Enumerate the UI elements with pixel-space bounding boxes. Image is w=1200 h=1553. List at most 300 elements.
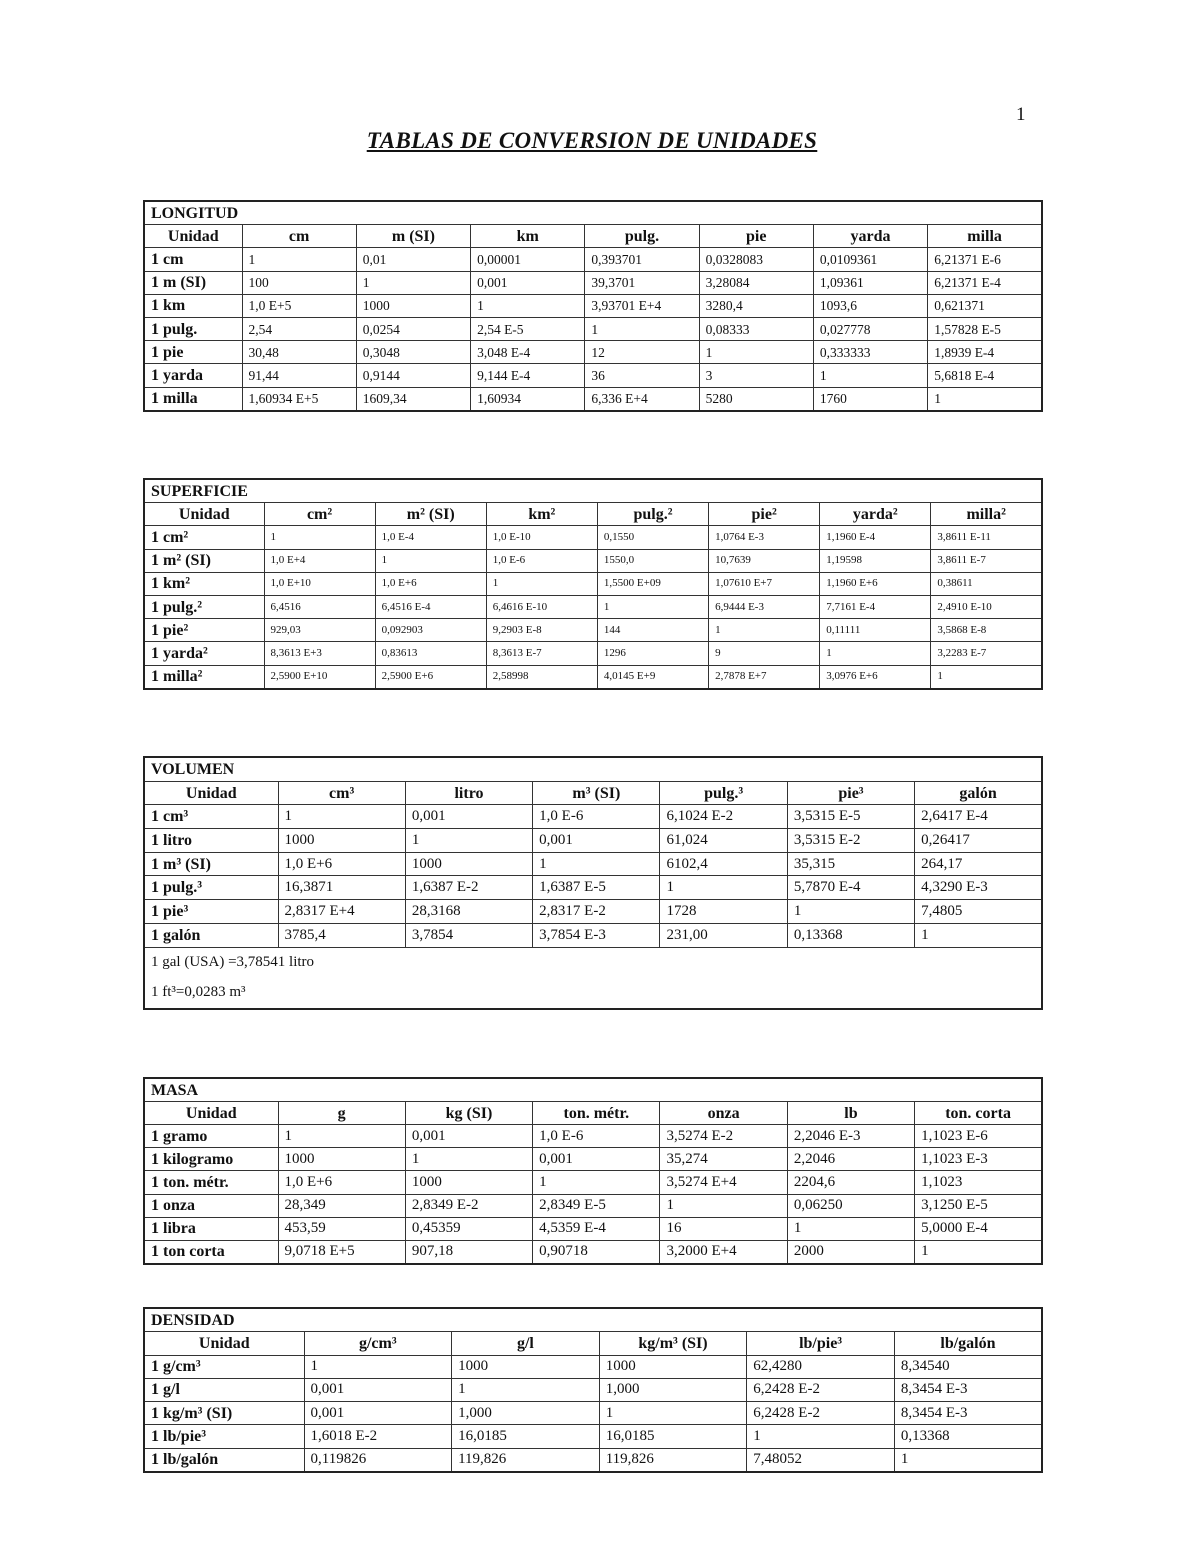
table-cell: 6,21371 E-4 [928, 271, 1042, 294]
table-cell: 2,8349 E-5 [533, 1194, 660, 1217]
table-row [144, 526, 1042, 549]
table-cell: 1 [915, 923, 1042, 947]
table-cell: 2,4910 E-10 [931, 596, 1042, 619]
table-cell: 231,00 [660, 923, 787, 947]
row-label: 1 milla [144, 387, 242, 411]
table-cell: 3,5315 E-2 [787, 829, 914, 853]
table-cell: 1,0 E+6 [278, 852, 405, 876]
table-cell: 2,2046 E-3 [787, 1125, 914, 1148]
table-cell: 1,19598 [820, 549, 931, 572]
table-cell: 5,7870 E-4 [787, 876, 914, 900]
table-cell: 6,2428 E-2 [747, 1402, 895, 1425]
table-cell: 0,333333 [813, 341, 927, 364]
table-masa [143, 1077, 1043, 1265]
row-label: 1 lb/galón [144, 1448, 304, 1472]
table-cell: 5,0000 E-4 [915, 1217, 1042, 1240]
table-cell: 1,6387 E-5 [533, 876, 660, 900]
table-cell: 0,0328083 [699, 248, 813, 271]
table-cell: 1,1960 E+6 [820, 572, 931, 595]
table-cell: 8,34540 [894, 1355, 1042, 1378]
table-cell: 0,001 [471, 271, 585, 294]
table-row [144, 1171, 1042, 1194]
section-title: VOLUMEN [144, 757, 1042, 781]
table-cell: 28,3168 [405, 900, 532, 924]
table-cell: 6,4616 E-10 [486, 596, 597, 619]
table-cell: 1093,6 [813, 294, 927, 317]
table-cell: 0,26417 [915, 829, 1042, 853]
table-cell: 1,000 [599, 1378, 747, 1401]
column-header: g/cm³ [304, 1332, 452, 1355]
row-label: 1 onza [144, 1194, 278, 1217]
table-row [144, 876, 1042, 900]
row-label: 1 yarda² [144, 642, 264, 665]
column-header: Unidad [144, 1332, 304, 1355]
column-header: pie³ [787, 781, 914, 805]
column-header: ton. métr. [533, 1102, 660, 1125]
table-cell: 6102,4 [660, 852, 787, 876]
table-cell: 1 [278, 805, 405, 829]
table-cell: 0,13368 [894, 1425, 1042, 1448]
table-cell: 3,5315 E-5 [787, 805, 914, 829]
column-header: cm² [264, 503, 375, 526]
column-header: m² (SI) [375, 503, 486, 526]
table-cell: 1 [660, 876, 787, 900]
table-cell: 1 [787, 900, 914, 924]
row-label: 1 km [144, 294, 242, 317]
table-cell: 1 [597, 596, 708, 619]
table-cell: 16,0185 [599, 1425, 747, 1448]
table-cell: 1,000 [452, 1402, 600, 1425]
row-label: 1 litro [144, 829, 278, 853]
table-row [144, 341, 1042, 364]
column-header: m (SI) [356, 225, 470, 248]
table-cell: 1,0 E-6 [533, 1125, 660, 1148]
table-cell: 1 [264, 526, 375, 549]
column-header: g/l [452, 1332, 600, 1355]
table-cell: 1 [356, 271, 470, 294]
table-cell: 0,001 [304, 1402, 452, 1425]
row-label: 1 pulg.³ [144, 876, 278, 900]
table-cell: 0,13368 [787, 923, 914, 947]
column-header: lb [787, 1102, 914, 1125]
table-row [144, 1425, 1042, 1448]
table-row [144, 1217, 1042, 1240]
section-title: DENSIDAD [144, 1308, 1042, 1332]
row-label: 1 yarda [144, 364, 242, 387]
table-cell: 1000 [599, 1355, 747, 1378]
table-cell: 6,4516 [264, 596, 375, 619]
table-cell: 1 [533, 1171, 660, 1194]
column-header: kg/m³ (SI) [599, 1332, 747, 1355]
table-cell: 1,57828 E-5 [928, 318, 1042, 341]
page-number: 1 [1016, 104, 1026, 125]
page-title: TABLAS DE CONVERSION DE UNIDADES [366, 128, 818, 153]
row-label: 1 m³ (SI) [144, 852, 278, 876]
table-cell: 3,93701 E+4 [585, 294, 699, 317]
table-cell: 0,001 [304, 1378, 452, 1401]
table-cell: 929,03 [264, 619, 375, 642]
table-cell: 1 [813, 364, 927, 387]
table-cell: 1,1960 E-4 [820, 526, 931, 549]
table-longitud [143, 200, 1043, 412]
column-header: m³ (SI) [533, 781, 660, 805]
row-label: 1 cm² [144, 526, 264, 549]
table-row [144, 1125, 1042, 1148]
table-cell: 3,2283 E-7 [931, 642, 1042, 665]
table-cell: 4,3290 E-3 [915, 876, 1042, 900]
table-cell: 1 [931, 665, 1042, 689]
table-cell: 0,3048 [356, 341, 470, 364]
table-row [144, 294, 1042, 317]
column-header: ton. corta [915, 1102, 1042, 1125]
table-cell: 1 [471, 294, 585, 317]
table-row [144, 572, 1042, 595]
table-cell: 91,44 [242, 364, 356, 387]
row-label: 1 km² [144, 572, 264, 595]
column-header: galón [915, 781, 1042, 805]
table-cell: 1,09361 [813, 271, 927, 294]
column-header: pulg. [585, 225, 699, 248]
section-title: SUPERFICIE [144, 479, 1042, 503]
table-cell: 1000 [356, 294, 470, 317]
table-row [144, 318, 1042, 341]
table-cell: 1,1023 E-6 [915, 1125, 1042, 1148]
table-cell: 2,58998 [486, 665, 597, 689]
table-cell: 5280 [699, 387, 813, 411]
table-cell: 2204,6 [787, 1171, 914, 1194]
table-row [144, 1402, 1042, 1425]
table-cell: 3 [699, 364, 813, 387]
column-header: litro [405, 781, 532, 805]
table-cell: 0,08333 [699, 318, 813, 341]
table-row [144, 923, 1042, 947]
table-row [144, 1378, 1042, 1401]
table-row [144, 642, 1042, 665]
table-row [144, 271, 1042, 294]
table-cell: 119,826 [452, 1448, 600, 1472]
table-cell: 907,18 [405, 1240, 532, 1264]
table-cell: 39,3701 [585, 271, 699, 294]
table-cell: 12 [585, 341, 699, 364]
table-cell: 28,349 [278, 1194, 405, 1217]
table-cell: 0,11111 [820, 619, 931, 642]
table-cell: 35,274 [660, 1148, 787, 1171]
table-cell: 1 [699, 341, 813, 364]
table-cell: 2,5900 E+10 [264, 665, 375, 689]
row-label: 1 ton corta [144, 1240, 278, 1264]
table-cell: 1 [660, 1194, 787, 1217]
table-cell: 1 [787, 1217, 914, 1240]
row-label: 1 kilogramo [144, 1148, 278, 1171]
table-cell: 3785,4 [278, 923, 405, 947]
table-cell: 7,7161 E-4 [820, 596, 931, 619]
row-label: 1 m² (SI) [144, 549, 264, 572]
table-cell: 1,1023 [915, 1171, 1042, 1194]
table-cell: 16,3871 [278, 876, 405, 900]
table-cell: 0,90718 [533, 1240, 660, 1264]
table-cell: 1 [599, 1402, 747, 1425]
row-label: 1 m (SI) [144, 271, 242, 294]
table-cell: 1 [747, 1425, 895, 1448]
table-cell: 9 [709, 642, 820, 665]
column-header: km² [486, 503, 597, 526]
row-label: 1 pulg.² [144, 596, 264, 619]
column-header: Unidad [144, 1102, 278, 1125]
table-cell: 1000 [278, 1148, 405, 1171]
table-cell: 4,5359 E-4 [533, 1217, 660, 1240]
table-cell: 144 [597, 619, 708, 642]
table-cell: 61,024 [660, 829, 787, 853]
table-row [144, 852, 1042, 876]
section-title: LONGITUD [144, 201, 1042, 225]
row-label: 1 pie³ [144, 900, 278, 924]
table-cell: 3,8611 E-7 [931, 549, 1042, 572]
column-header: Unidad [144, 503, 264, 526]
table-cell: 2,8349 E-2 [405, 1194, 532, 1217]
table-cell: 0,621371 [928, 294, 1042, 317]
table-cell: 1,0 E+5 [242, 294, 356, 317]
table-row [144, 805, 1042, 829]
table-cell: 8,3613 E+3 [264, 642, 375, 665]
column-header: g [278, 1102, 405, 1125]
section-title: MASA [144, 1078, 1042, 1102]
table-cell: 1,0 E-4 [375, 526, 486, 549]
column-header: Unidad [144, 781, 278, 805]
table-cell: 1,6387 E-2 [405, 876, 532, 900]
table-cell: 1 [242, 248, 356, 271]
table-cell: 7,4805 [915, 900, 1042, 924]
table-cell: 2,54 [242, 318, 356, 341]
table-cell: 2,5900 E+6 [375, 665, 486, 689]
header-row [144, 503, 1042, 526]
table-cell: 3,28084 [699, 271, 813, 294]
table-row [144, 1148, 1042, 1171]
row-label: 1 ton. métr. [144, 1171, 278, 1194]
table-cell: 5,6818 E-4 [928, 364, 1042, 387]
table-cell: 9,144 E-4 [471, 364, 585, 387]
table-cell: 1,6018 E-2 [304, 1425, 452, 1448]
table-row [144, 364, 1042, 387]
table-cell: 1,5500 E+09 [597, 572, 708, 595]
table-cell: 1 [375, 549, 486, 572]
table-cell: 62,4280 [747, 1355, 895, 1378]
table-cell: 4,0145 E+9 [597, 665, 708, 689]
header-row [144, 781, 1042, 805]
table-cell: 1000 [452, 1355, 600, 1378]
row-label: 1 g/cm³ [144, 1355, 304, 1378]
table-row [144, 900, 1042, 924]
table-cell: 3,7854 [405, 923, 532, 947]
column-header: lb/galón [894, 1332, 1042, 1355]
table-cell: 1000 [405, 852, 532, 876]
table-cell: 1,8939 E-4 [928, 341, 1042, 364]
column-header: kg (SI) [405, 1102, 532, 1125]
column-header: cm³ [278, 781, 405, 805]
table-cell: 36 [585, 364, 699, 387]
table-cell: 2,6417 E-4 [915, 805, 1042, 829]
table-cell: 0,01 [356, 248, 470, 271]
table-row [144, 1355, 1042, 1378]
table-cell: 16 [660, 1217, 787, 1240]
table-cell: 1,07610 E+7 [709, 572, 820, 595]
table-cell: 7,48052 [747, 1448, 895, 1472]
table-row [144, 829, 1042, 853]
table-row [144, 665, 1042, 689]
table-cell: 8,3613 E-7 [486, 642, 597, 665]
column-header: pie² [709, 503, 820, 526]
table-cell: 0,027778 [813, 318, 927, 341]
note-row [144, 978, 1042, 1009]
table-cell: 1296 [597, 642, 708, 665]
table-cell: 0,00001 [471, 248, 585, 271]
table-cell: 8,3454 E-3 [894, 1402, 1042, 1425]
table-cell: 0,001 [405, 805, 532, 829]
table-cell: 1,0764 E-3 [709, 526, 820, 549]
table-cell: 8,3454 E-3 [894, 1378, 1042, 1401]
table-cell: 6,9444 E-3 [709, 596, 820, 619]
table-cell: 1 [486, 572, 597, 595]
row-label: 1 galón [144, 923, 278, 947]
table-densidad [143, 1307, 1043, 1473]
table-cell: 1,60934 [471, 387, 585, 411]
table-cell: 264,17 [915, 852, 1042, 876]
table-cell: 1 [915, 1240, 1042, 1264]
table-cell: 6,21371 E-6 [928, 248, 1042, 271]
table-cell: 1 [278, 1125, 405, 1148]
table-cell: 0,9144 [356, 364, 470, 387]
table-row [144, 549, 1042, 572]
row-label: 1 gramo [144, 1125, 278, 1148]
table-cell: 3,0976 E+6 [820, 665, 931, 689]
table-cell: 3,5274 E-2 [660, 1125, 787, 1148]
table-cell: 119,826 [599, 1448, 747, 1472]
column-header: cm [242, 225, 356, 248]
table-cell: 0,1550 [597, 526, 708, 549]
row-label: 1 kg/m³ (SI) [144, 1402, 304, 1425]
table-cell: 1 [820, 642, 931, 665]
table-cell: 1,0 E-10 [486, 526, 597, 549]
table-cell: 10,7639 [709, 549, 820, 572]
header-row [144, 225, 1042, 248]
table-cell: 1 [894, 1448, 1042, 1472]
table-cell: 35,315 [787, 852, 914, 876]
table-cell: 1 [585, 318, 699, 341]
table-cell: 3,5868 E-8 [931, 619, 1042, 642]
table-cell: 0,119826 [304, 1448, 452, 1472]
note-row [144, 947, 1042, 978]
table-cell: 0,092903 [375, 619, 486, 642]
row-label: 1 milla² [144, 665, 264, 689]
table-cell: 3,5274 E+4 [660, 1171, 787, 1194]
column-header: milla² [931, 503, 1042, 526]
table-cell: 1,1023 E-3 [915, 1148, 1042, 1171]
table-cell: 0,83613 [375, 642, 486, 665]
table-cell: 3,2000 E+4 [660, 1240, 787, 1264]
row-label: 1 g/l [144, 1378, 304, 1401]
table-cell: 1 [928, 387, 1042, 411]
table-cell: 0,001 [533, 1148, 660, 1171]
table-cell: 0,0109361 [813, 248, 927, 271]
column-header: pulg.³ [660, 781, 787, 805]
table-cell: 6,1024 E-2 [660, 805, 787, 829]
row-label: 1 libra [144, 1217, 278, 1240]
table-cell: 1,0 E+10 [264, 572, 375, 595]
table-cell: 1609,34 [356, 387, 470, 411]
header-row [144, 1332, 1042, 1355]
table-row [144, 1240, 1042, 1264]
table-row [144, 596, 1042, 619]
column-header: Unidad [144, 225, 242, 248]
table-row [144, 387, 1042, 411]
table-cell: 3280,4 [699, 294, 813, 317]
table-row [144, 619, 1042, 642]
note-text: 1 gal (USA) =3,78541 litro [144, 947, 1042, 978]
table-cell: 1 [405, 1148, 532, 1171]
table-cell: 2,7878 E+7 [709, 665, 820, 689]
note-text: 1 ft³=0,0283 m³ [144, 978, 1042, 1009]
table-cell: 0,38611 [931, 572, 1042, 595]
column-header: milla [928, 225, 1042, 248]
table-cell: 0,0254 [356, 318, 470, 341]
row-label: 1 pulg. [144, 318, 242, 341]
table-cell: 2,2046 [787, 1148, 914, 1171]
table-cell: 0,001 [533, 829, 660, 853]
table-cell: 1728 [660, 900, 787, 924]
row-label: 1 lb/pie³ [144, 1425, 304, 1448]
table-cell: 3,1250 E-5 [915, 1194, 1042, 1217]
table-cell: 1,60934 E+5 [242, 387, 356, 411]
table-row [144, 1194, 1042, 1217]
table-cell: 1000 [405, 1171, 532, 1194]
table-cell: 30,48 [242, 341, 356, 364]
table-cell: 453,59 [278, 1217, 405, 1240]
table-cell: 1,0 E+6 [278, 1171, 405, 1194]
table-cell: 16,0185 [452, 1425, 600, 1448]
row-label: 1 cm [144, 248, 242, 271]
table-cell: 6,4516 E-4 [375, 596, 486, 619]
header-row [144, 1102, 1042, 1125]
column-header: km [471, 225, 585, 248]
table-superficie [143, 478, 1043, 690]
table-cell: 1,0 E+6 [375, 572, 486, 595]
table-cell: 1 [304, 1355, 452, 1378]
table-cell: 3,048 E-4 [471, 341, 585, 364]
table-cell: 1 [709, 619, 820, 642]
column-header: onza [660, 1102, 787, 1125]
table-cell: 9,0718 E+5 [278, 1240, 405, 1264]
table-cell: 1760 [813, 387, 927, 411]
table-cell: 1,0 E+4 [264, 549, 375, 572]
table-cell: 0,001 [405, 1125, 532, 1148]
table-cell: 3,8611 E-11 [931, 526, 1042, 549]
table-cell: 1550,0 [597, 549, 708, 572]
table-cell: 6,336 E+4 [585, 387, 699, 411]
table-cell: 6,2428 E-2 [747, 1378, 895, 1401]
table-cell: 1,0 E-6 [533, 805, 660, 829]
table-cell: 1 [405, 829, 532, 853]
column-header: yarda² [820, 503, 931, 526]
column-header: yarda [813, 225, 927, 248]
table-cell: 0,393701 [585, 248, 699, 271]
table-cell: 2000 [787, 1240, 914, 1264]
table-cell: 0,45359 [405, 1217, 532, 1240]
table-cell: 2,8317 E+4 [278, 900, 405, 924]
table-cell: 100 [242, 271, 356, 294]
table-cell: 1 [452, 1378, 600, 1401]
table-row [144, 1448, 1042, 1472]
table-cell: 2,54 E-5 [471, 318, 585, 341]
column-header: pulg.² [597, 503, 708, 526]
